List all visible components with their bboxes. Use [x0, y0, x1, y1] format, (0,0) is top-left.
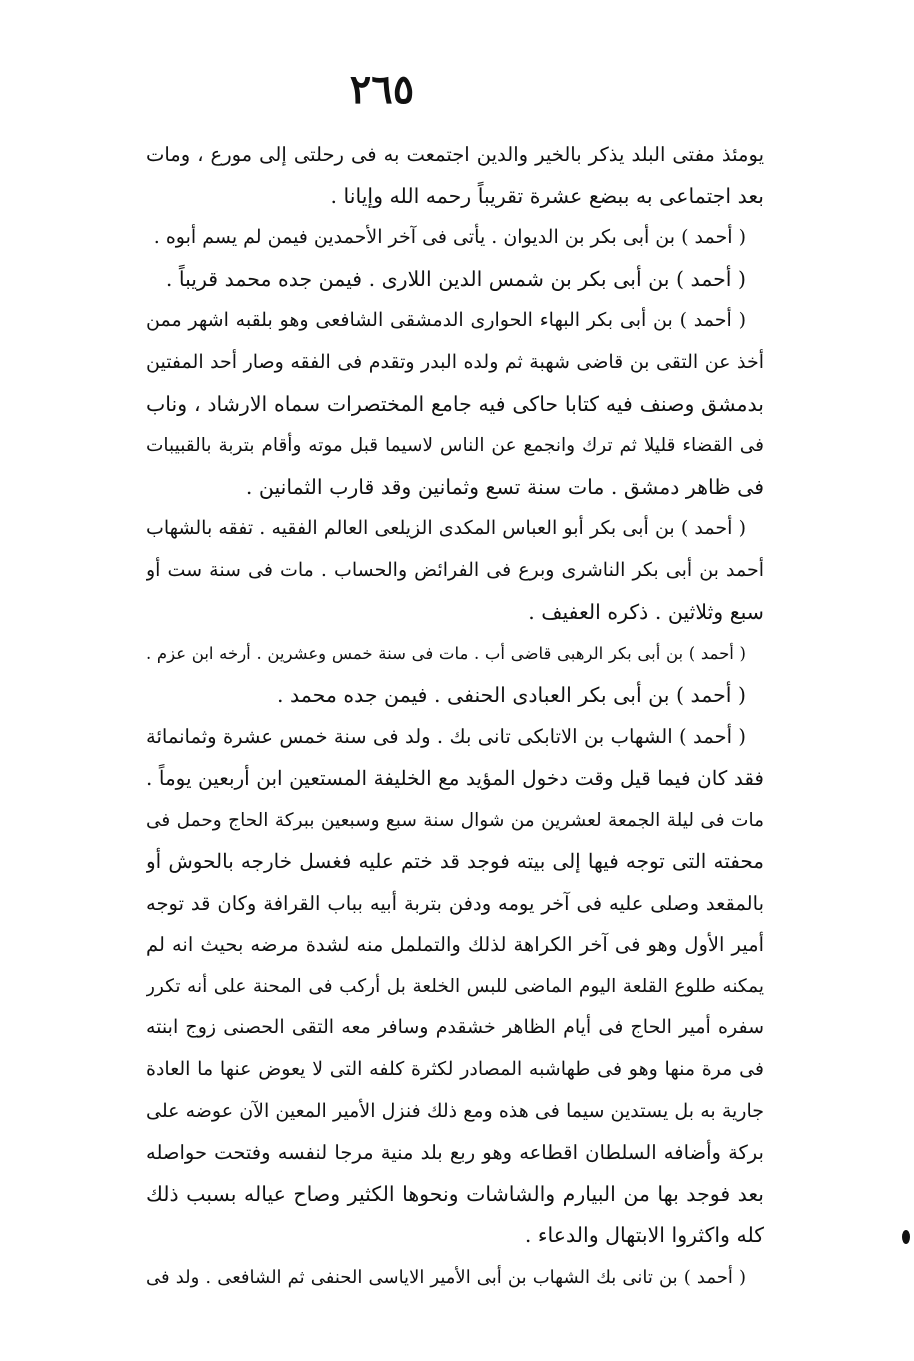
text-line: فى ظاهر دمشق . مات سنة تسع وثمانين وقد قارب الثمانين . [245, 474, 764, 499]
text-line: فقد كان فيما قيل وقت دخول المؤيد مع الخليفة المستعين ابن أربعين يوماً . [146, 765, 764, 790]
text-line: ( أحمد ) بن أبى بكر بن الديوان . يأتى فى آخر الأحمدين فيمن لم يسم أبوه . [153, 226, 746, 249]
text-line: محفته التى توجه فيها إلى بيته فوجد قد ختم عليه فغسل خارجه بالحوش أو [146, 849, 764, 874]
text-line: سفره أمير الحاج فى أيام الظاهر خشقدم وسافر معه التقى الحصنى زوج ابنته [146, 1016, 764, 1039]
text-line: بعد اجتماعى به ببضع عشرة تقريباً رحمه الله وإيانا . [330, 183, 764, 208]
text-line: أخذ عن التقى بن قاضى شهبة ثم ولده البدر وتقدم فى الفقه وصار أحد المفتين [146, 350, 764, 373]
text-line: ( أحمد ) بن أبى بكر بن شمس الدين اللارى . فيمن جده محمد قريباً . [165, 266, 746, 291]
text-line: أحمد بن أبى بكر الناشرى وبرع فى الفرائض والحساب . مات فى سنة ست أو [146, 558, 764, 581]
text-line: ( أحمد ) بن أبى بكر أبو العباس المكدى الزيلعى العالم الفقيه . تفقه بالشهاب [146, 517, 746, 540]
page-number: ٢٦٥ [349, 66, 415, 113]
text-line: جارية به بل يستدين سيما فى هذه ومع ذلك فنزل الأمير المعين الآن عوضه على [146, 1099, 764, 1122]
text-line: أمير الأول وهو فى آخر الكراهة لذلك والتململ منه لشدة مرضه بحيث انه لم [146, 933, 764, 957]
margin-mark [902, 1230, 910, 1244]
text-line: بركة وأضافه السلطان اقطاعه وهو ربع بلد منية مرجا لنفسه وفتحت حواصله [146, 1141, 764, 1165]
text-line: فى القضاء قليلا ثم ترك وانجمع عن الناس لاسيما قبل موته وأقام بتربة بالقبيبات [146, 435, 764, 457]
text-line: ( أحمد ) بن أبى بكر العبادى الحنفى . فيمن جده محمد . [276, 682, 746, 707]
text-line: بعد فوجد بها من البيارم والشاشات ونحوها الكثير وصاح عياله بسبب ذلك [146, 1181, 764, 1206]
text-line: بدمشق وصنف فيه كتابا حاكى فيه جامع المختصرات سماه الارشاد ، وناب [146, 391, 764, 416]
text-line: مات فى ليلة الجمعة لعشرين من شوال سنة سبع وسبعين ببركة الحاج وحمل فى [146, 809, 764, 831]
text-line: ( أحمد ) بن أبى بكر الرهبى قاضى أب . مات فى سنة خمس وعشرين . أرخه ابن عزم . [146, 644, 746, 664]
text-line: بالمقعد وصلى عليه فى آخر يومه ودفن بتربة أبيه بباب القرافة وكان قد توجه [146, 891, 764, 915]
text-line: ( أحمد ) بن أبى بكر البهاء الحوارى الدمشقى الشافعى وهو بلقبه اشهر ممن [146, 309, 747, 332]
text-line: كله واكثروا الابتهال والدعاء . [524, 1223, 764, 1248]
text-line: يومئذ مفتى البلد يذكر بالخير والدين اجتمعت به فى رحلتى إلى مورع ، ومات [146, 143, 764, 166]
text-line: ( أحمد ) الشهاب بن الاتابكى تانى بك . ولد فى سنة خمس عشرة وثمانمائة [146, 725, 746, 749]
text-line: يمكنه طلوع القلعة اليوم الماضى للبس الخلعة بل أركب فى المحنة على أنه تكرر [146, 975, 764, 997]
text-line: ( أحمد ) بن تانى بك الشهاب بن أبى الأمير الاياسى الحنفى ثم الشافعى . ولد فى [146, 1267, 746, 1289]
body-text [146, 134, 764, 1299]
text-line: سبع وثلاثين . ذكره العفيف . [528, 599, 764, 624]
text-line: فى مرة منها وهو فى طهاشبه المصادر لكثرة كلفه التى لا يعوض عنها ما العادة [146, 1058, 764, 1081]
